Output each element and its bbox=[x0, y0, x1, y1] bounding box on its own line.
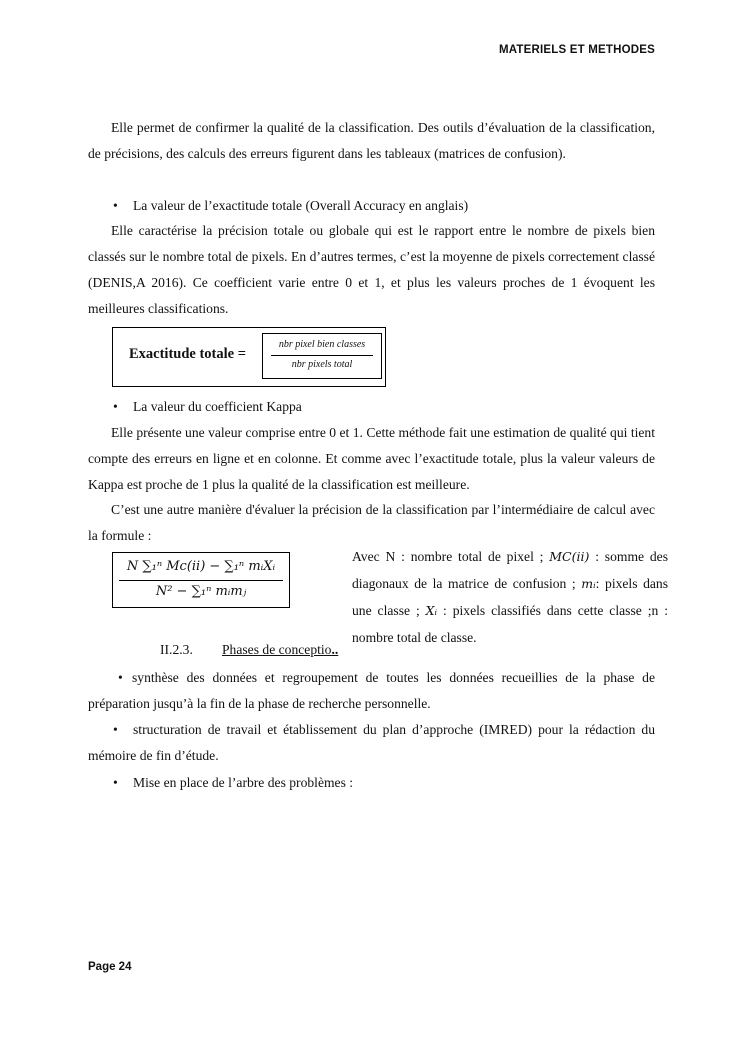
section-heading bbox=[160, 639, 338, 661]
bullet-arbre bbox=[113, 770, 353, 796]
intro-paragraph: Elle permet de confirmer la qualité de la classification. Des outils d’évaluation de la classification, de précisions, des calculs des erreurs figurent dans les tableaux (matrices de confusion). bbox=[88, 120, 655, 161]
bullet-text: La valeur de l’exactitude totale (Overall Accuracy en anglais) bbox=[133, 198, 469, 213]
kappa-denominator: N² − ∑₁ⁿ mᵢmⱼ bbox=[155, 584, 247, 599]
section-title-trail: .. bbox=[331, 642, 339, 657]
bullet-icon: • bbox=[113, 399, 118, 414]
formula-fraction bbox=[262, 333, 382, 379]
bullet-overall-accuracy bbox=[113, 193, 468, 219]
formula-intro-paragraph: C’est une autre manière d'évaluer la précision de la classification par l’intermédiaire de calcul avec la formule : bbox=[88, 502, 655, 543]
section-number: II.2.3. bbox=[160, 642, 193, 657]
kappa-formula bbox=[112, 552, 290, 608]
formula-label: Exactitude totale = bbox=[129, 346, 246, 362]
formula-legend: Avec N : nombre total de pixel ; MC(ii) : somme des diagonaux de la matrice de confusion ; mᵢ: pixels dans une classe ; Xᵢ : pixels classifiés dans cette classe ;n : nombre total de classe. bbox=[352, 549, 668, 645]
bullet-text: synthèse des données et regroupement de toutes les données recueillies de la phase de préparation jusqu’à la fin de la phase de recherche personnelle. bbox=[88, 670, 655, 711]
bullet-text: Mise en place de l’arbre des problèmes : bbox=[133, 775, 354, 790]
bullet-icon: • bbox=[113, 775, 118, 790]
overall-accuracy-paragraph: Elle caractérise la précision totale ou globale qui est le rapport entre le nombre de pixels bien classés sur le nombre total de pixels. En d’autres termes, c’est la moyenne de pixels correctement classé (DENIS,A 2016). Ce coefficient varie entre 0 et 1, et plus les valeurs proches de 1 évoquent les meilleures classifications. bbox=[88, 223, 655, 316]
overall-accuracy-formula bbox=[112, 327, 386, 387]
bullet-structuration bbox=[88, 717, 655, 769]
fraction-bar bbox=[271, 355, 373, 356]
fraction-bar bbox=[119, 580, 283, 581]
bullet-icon: • bbox=[118, 670, 123, 685]
bullet-text: structuration de travail et établissement du plan d’approche (IMRED) pour la rédaction du mémoire de fin d’étude. bbox=[88, 722, 655, 763]
running-header: MATERIELS ET METHODES bbox=[498, 44, 655, 56]
formula-denominator: nbr pixels total bbox=[291, 359, 353, 370]
kappa-numerator: N ∑₁ⁿ Mc(ii) − ∑₁ⁿ mᵢXᵢ bbox=[126, 559, 276, 574]
page-number: Page 24 bbox=[88, 961, 132, 973]
bullet-synthese bbox=[88, 665, 655, 717]
formula-numerator: nbr pixel bien classes bbox=[278, 339, 366, 350]
bullet-kappa bbox=[113, 394, 302, 420]
bullet-icon: • bbox=[113, 198, 118, 213]
kappa-paragraph: Elle présente une valeur comprise entre 0 et 1. Cette méthode fait une estimation de qualité qui tient compte des erreurs en ligne et en colonne. Et comme avec l’exactitude totale, plus la valeur valeurs de Kappa est proche de 1 plus la qualité de la classification est meilleure. bbox=[88, 425, 655, 492]
section-title: Phases de conceptio bbox=[222, 642, 332, 657]
bullet-text: La valeur du coefficient Kappa bbox=[133, 399, 302, 414]
bullet-icon: • bbox=[113, 722, 118, 737]
